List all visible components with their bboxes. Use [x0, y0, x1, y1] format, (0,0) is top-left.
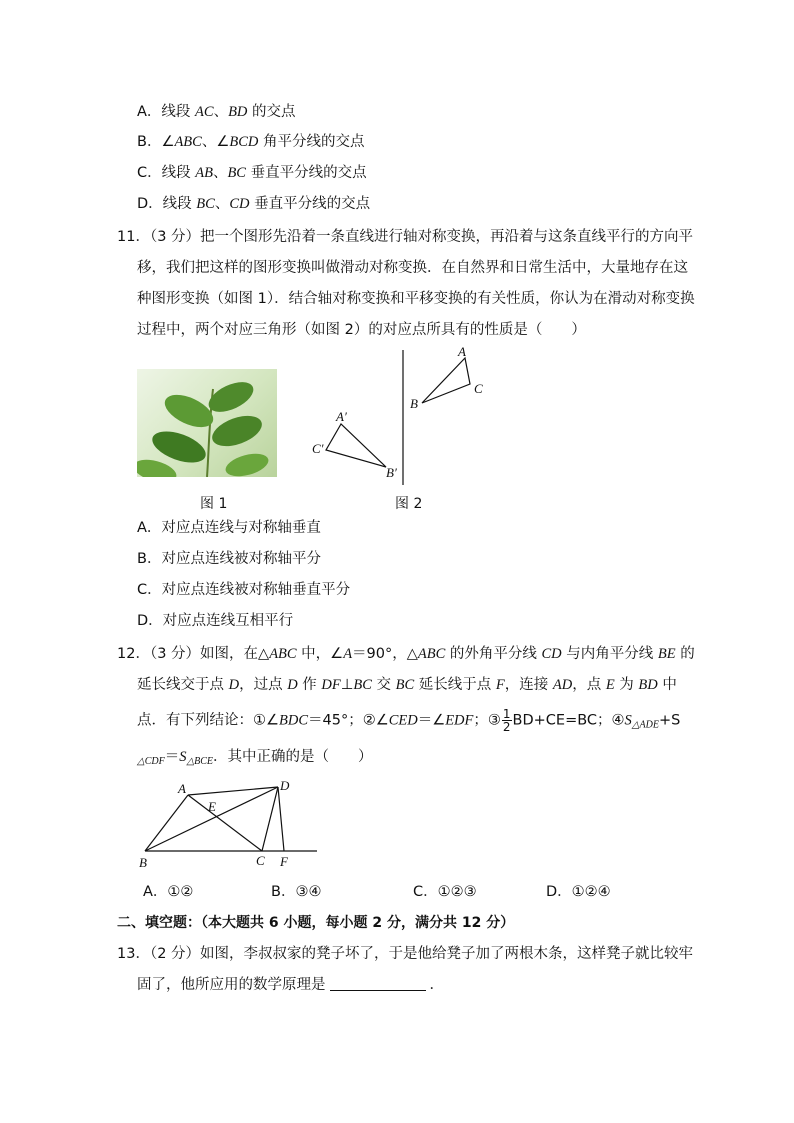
segment-cd	[262, 787, 278, 851]
label-d: D	[280, 778, 290, 793]
q10-option-d: D．线段 BC、CD 垂直平分线的交点	[137, 196, 371, 212]
label-b: B	[139, 855, 147, 870]
q13-stem-line1: 13．（2 分）如图，李叔叔家的凳子坏了，于是他给凳子加了两根木条，这样凳子就比较牢	[117, 946, 694, 962]
q10-option-c: C．线段 AB、BC 垂直平分线的交点	[137, 165, 367, 181]
q12-stem-line4: $_{\triangle CDF}=S_{\triangle BCE}$．其中正确的是（ ）	[137, 749, 373, 767]
q11-stem-line4: 过程中，两个对应三角形（如图 2）的对应点所具有的性质是（ ）	[137, 322, 586, 338]
fraction-one-half: $\frac{1}{2}$	[502, 707, 511, 734]
label-a: A	[458, 344, 466, 359]
leaf-icon	[137, 369, 277, 477]
label-c: C	[474, 381, 483, 396]
leaf-photo	[137, 369, 277, 477]
q12-diagram	[135, 775, 325, 870]
q12-option-b: B．③④	[271, 884, 322, 900]
segment-bd	[145, 787, 278, 851]
section-heading-fill-in: 二、填空题：（本大题共 6 小题，每小题 2 分，满分共 12 分）	[117, 915, 515, 931]
triangle-abc-prime	[326, 424, 386, 467]
q11-option-c: C．对应点连线被对称轴垂直平分	[137, 582, 351, 598]
q12-stem-line2: 延长线交于点 D，过点 D 作 DF⊥BC 交 BC 延长线于点 F，连接 AD，点 E 为 BD 中	[137, 677, 677, 693]
q10-option-b: B．∠ABC、∠BCD 角平分线的交点	[137, 134, 365, 150]
figure1-caption: 图 1	[200, 496, 228, 512]
label-c: C	[256, 853, 265, 868]
segment-ac	[188, 795, 262, 851]
q11-stem-line2: 移，我们把这样的图形变换叫做滑动对称变换．在自然界和日常生活中，大量地存在这	[137, 260, 688, 276]
q12-option-c: C．①②③	[413, 884, 477, 900]
q11-option-b: B．对应点连线被对称轴平分	[137, 551, 321, 567]
label-a: A	[178, 781, 186, 796]
label-c-prime: C′	[312, 441, 324, 456]
answer-blank[interactable]	[330, 976, 426, 991]
figure2-caption: 图 2	[395, 496, 423, 512]
q11-stem-line3: 种图形变换（如图 1）．结合轴对称变换和平移变换的有关性质，你认为在滑动对称变换	[137, 291, 695, 307]
segment-df	[278, 787, 284, 851]
label-b-prime: B′	[386, 465, 397, 480]
q11-stem-line1: 11．（3 分）把一个图形先沿着一条直线进行轴对称变换，再沿着与这条直线平行的方向平	[117, 229, 694, 245]
q11-option-d: D．对应点连线互相平行	[137, 613, 294, 629]
q12-stem-line3: 点．有下列结论：①∠BDC＝45°；②∠CED＝∠EDF；③ $\frac{1}{2}$ BD+CE=BC；$④S_{\triangle ADE}+S$	[137, 707, 681, 734]
q12-option-a: A．①②	[143, 884, 194, 900]
segment-ba	[145, 795, 188, 851]
q11-option-a: A．对应点连线与对称轴垂直	[137, 520, 321, 536]
triangle-abc	[422, 358, 470, 403]
label-f: F	[280, 854, 288, 869]
label-a-prime: A′	[336, 409, 347, 424]
label-b: B	[410, 396, 418, 411]
figure2-diagram	[300, 340, 500, 485]
q12-option-d: D．①②④	[546, 884, 611, 900]
label-e: E	[208, 799, 216, 814]
q12-stem-line1: 12．（3 分）如图，在△ABC 中，∠A＝90°，△ABC 的外角平分线 CD 与内角平分线 BE 的	[117, 646, 695, 662]
q10-option-a: A．线段 AC、BD 的交点	[137, 104, 296, 120]
q13-stem-line2: 固了，他所应用的数学原理是 ．	[137, 977, 444, 993]
